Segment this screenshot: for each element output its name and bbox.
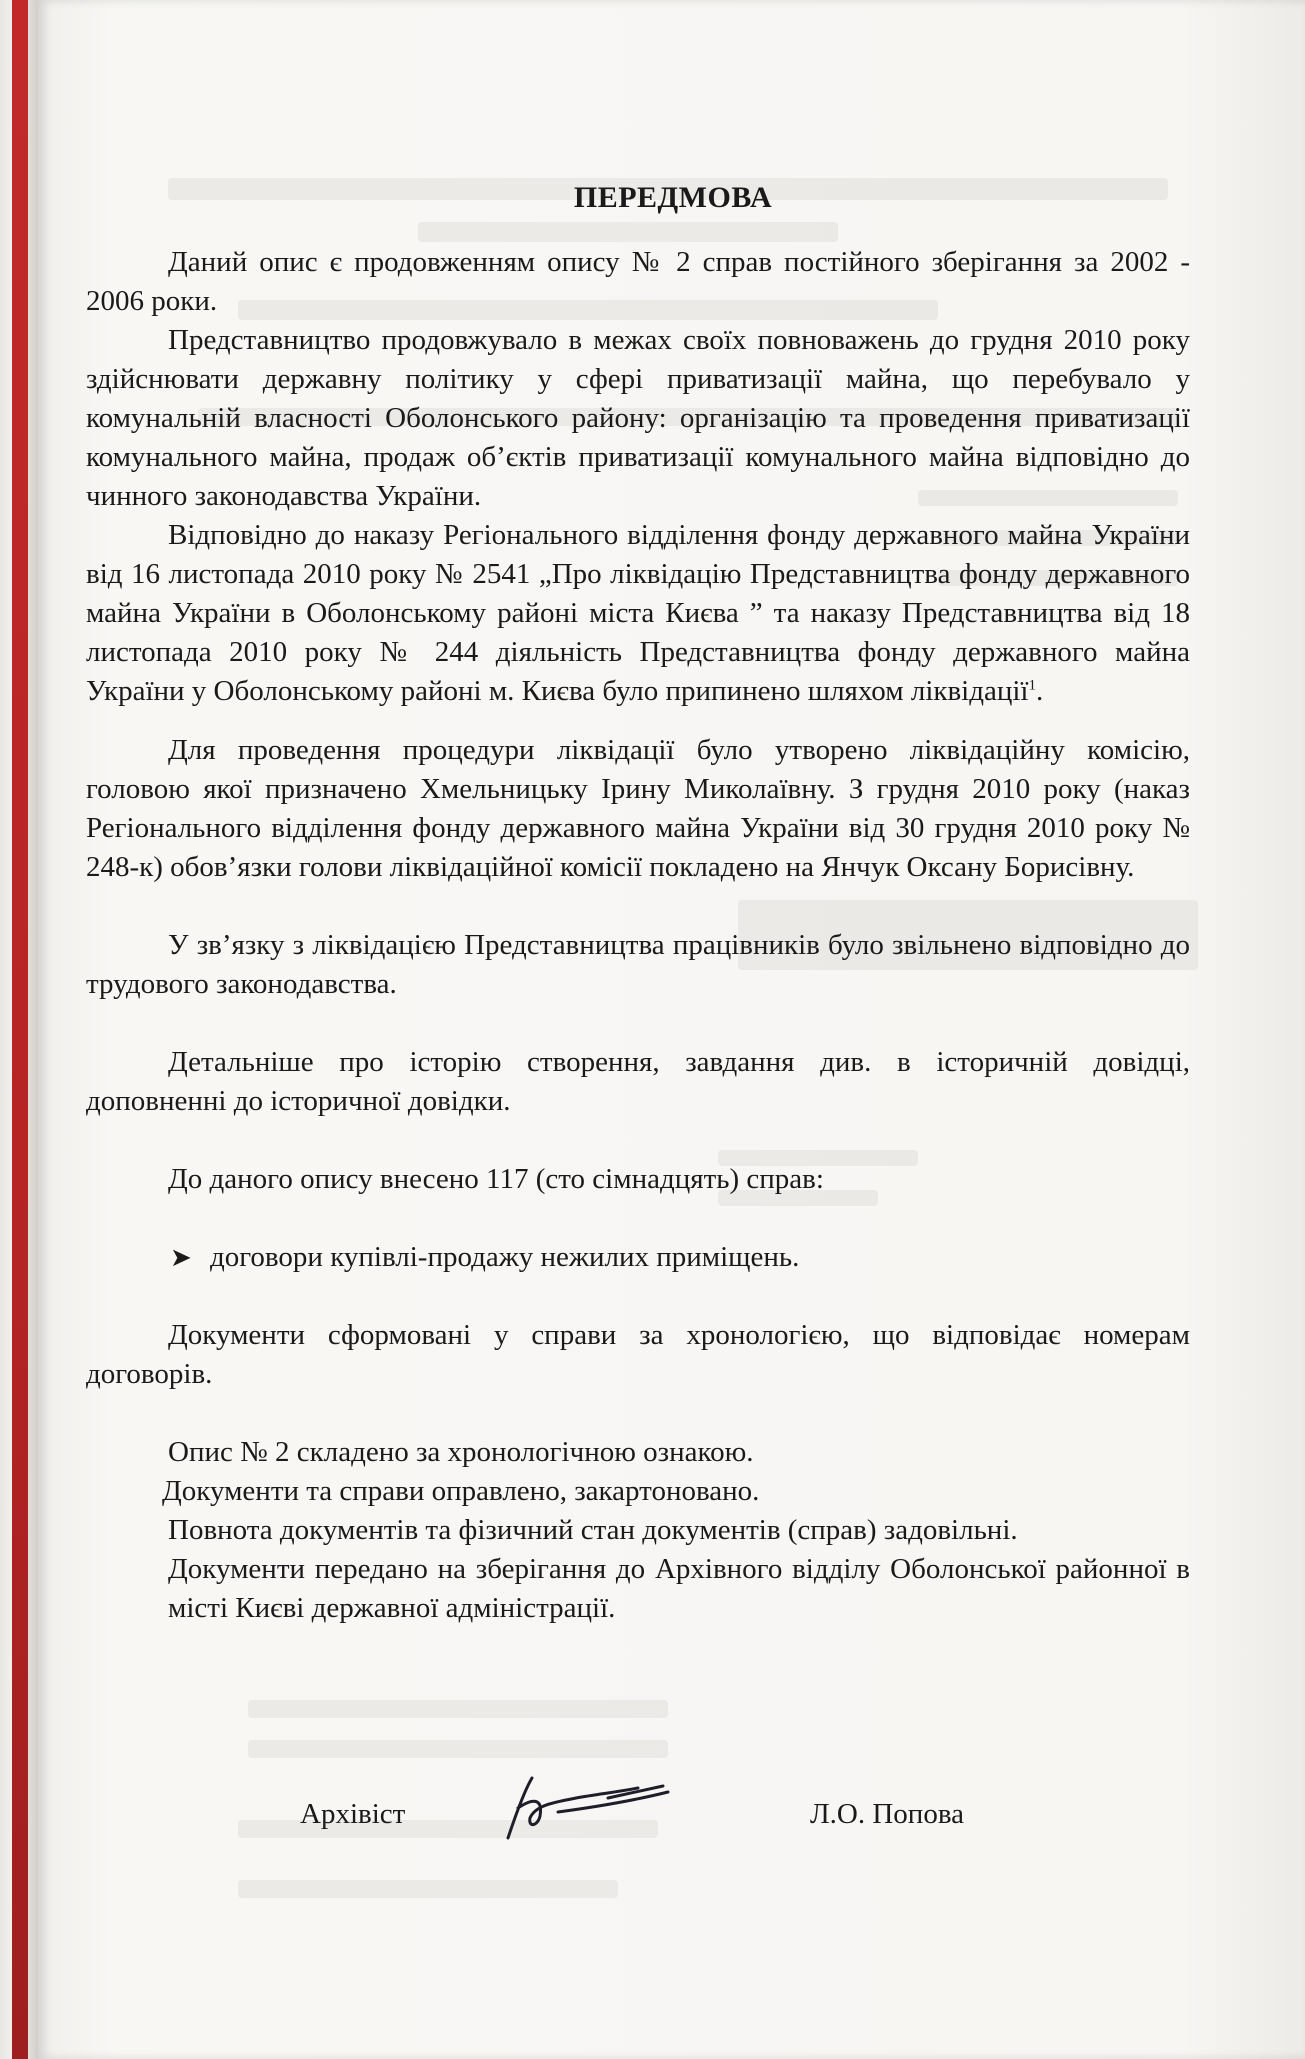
paragraph-3: Відповідно до наказу Регіонального відділення фонду державного майна України від 16 листопада 2010 року № 2541 „Про ліквідацію Представництва фонду державного майна України в Оболонському районі міста Києва ” та наказу Представництва від 18 листопада 2010 року № 244 діяльність Представництва фонду державного майна України у Оболонському районі м. Києва було припинено шляхом ліквідації$^1$. [86,519,1190,707]
arrowhead-bullet-icon: ➤ [170,1243,192,1272]
document-page [38,0,1305,2059]
paragraph-11: Повнота документів та фізичний стан документів (справ) задовільні. [168,1514,1018,1546]
paragraph-1: Даний опис є продовженням опису № 2 справ постійного зберігання за 2002 - 2006 роки. [86,246,1190,317]
bullet-item-text: договори купівлі-продажу нежилих приміщень. [210,1241,800,1273]
paragraph-4: Для проведення процедури ліквідації було утворено ліквідаційну комісію, головою якої призначено Хмельницьку Ірину Миколаївну. З грудня 2010 року (наказ Регіонального відділення фонду державного майна України від 30 грудня 2010 року № 248-к) обов’язки голови ліквідаційної комісії покладено на Янчук Оксану Борисівну. [86,734,1190,883]
paragraph-10: Документи та справи оправлено, закартоновано. [162,1475,760,1507]
paragraph-5: У зв’язку з ліквідацією Представництва працівників було звільнено відповідно до трудового законодавства. [86,929,1190,1000]
paragraph-3-text: Відповідно до наказу Регіонального відділення фонду державного майна України від 16 листопада 2010 року № 2541 „Про ліквідацію Представництва фонду державного майна України в Оболонському районі міста Києва ” та наказу Представництва від 18 листопада 2010 року № 244 діяльність Представництва фонду державного майна України у Оболонському районі м. Києва було припинено шляхом ліквідації [86,519,1190,707]
paragraph-6: Детальніше про історію створення, завдання див. в історичній довідці, доповненні до історичної довідки. [86,1046,1190,1117]
signature-block [38,1798,1305,1858]
paragraph-12: Документи передано на зберігання до Архівного відділу Оболонської районної в місті Києві державної адміністрації. [168,1553,1190,1624]
handwritten-signature [488,1768,688,1848]
signer-name: Л.О. Попова [810,1798,965,1830]
document-body [86,178,1190,1628]
footnote-mark: 1 [1028,677,1036,694]
bullet-list-item [86,1238,1190,1277]
page-title: ПЕРЕДМОВА [573,181,773,214]
paragraph-9: Опис № 2 складено за хронологічною ознакою. [168,1436,754,1468]
signer-role: Архівіст [300,1798,406,1830]
binding-red-strip [12,0,28,2059]
paragraph-2: Представництво продовжувало в межах своїх повноважень до грудня 2010 року здійснювати державну політику у сфері приватизації майна, що перебувало у комунальній власності Оболонського району: організацію та проведення приватизації комунального майна, продаж об’єктів приватизації комунального майна відповідно до чинного законодавства України. [86,324,1190,512]
paragraph-8: Документи сформовані у справи за хронологією, що відповідає номерам договорів. [86,1319,1190,1390]
paragraph-7: До даного опису внесено 117 (сто сімнадцять) справ: [168,1163,824,1195]
